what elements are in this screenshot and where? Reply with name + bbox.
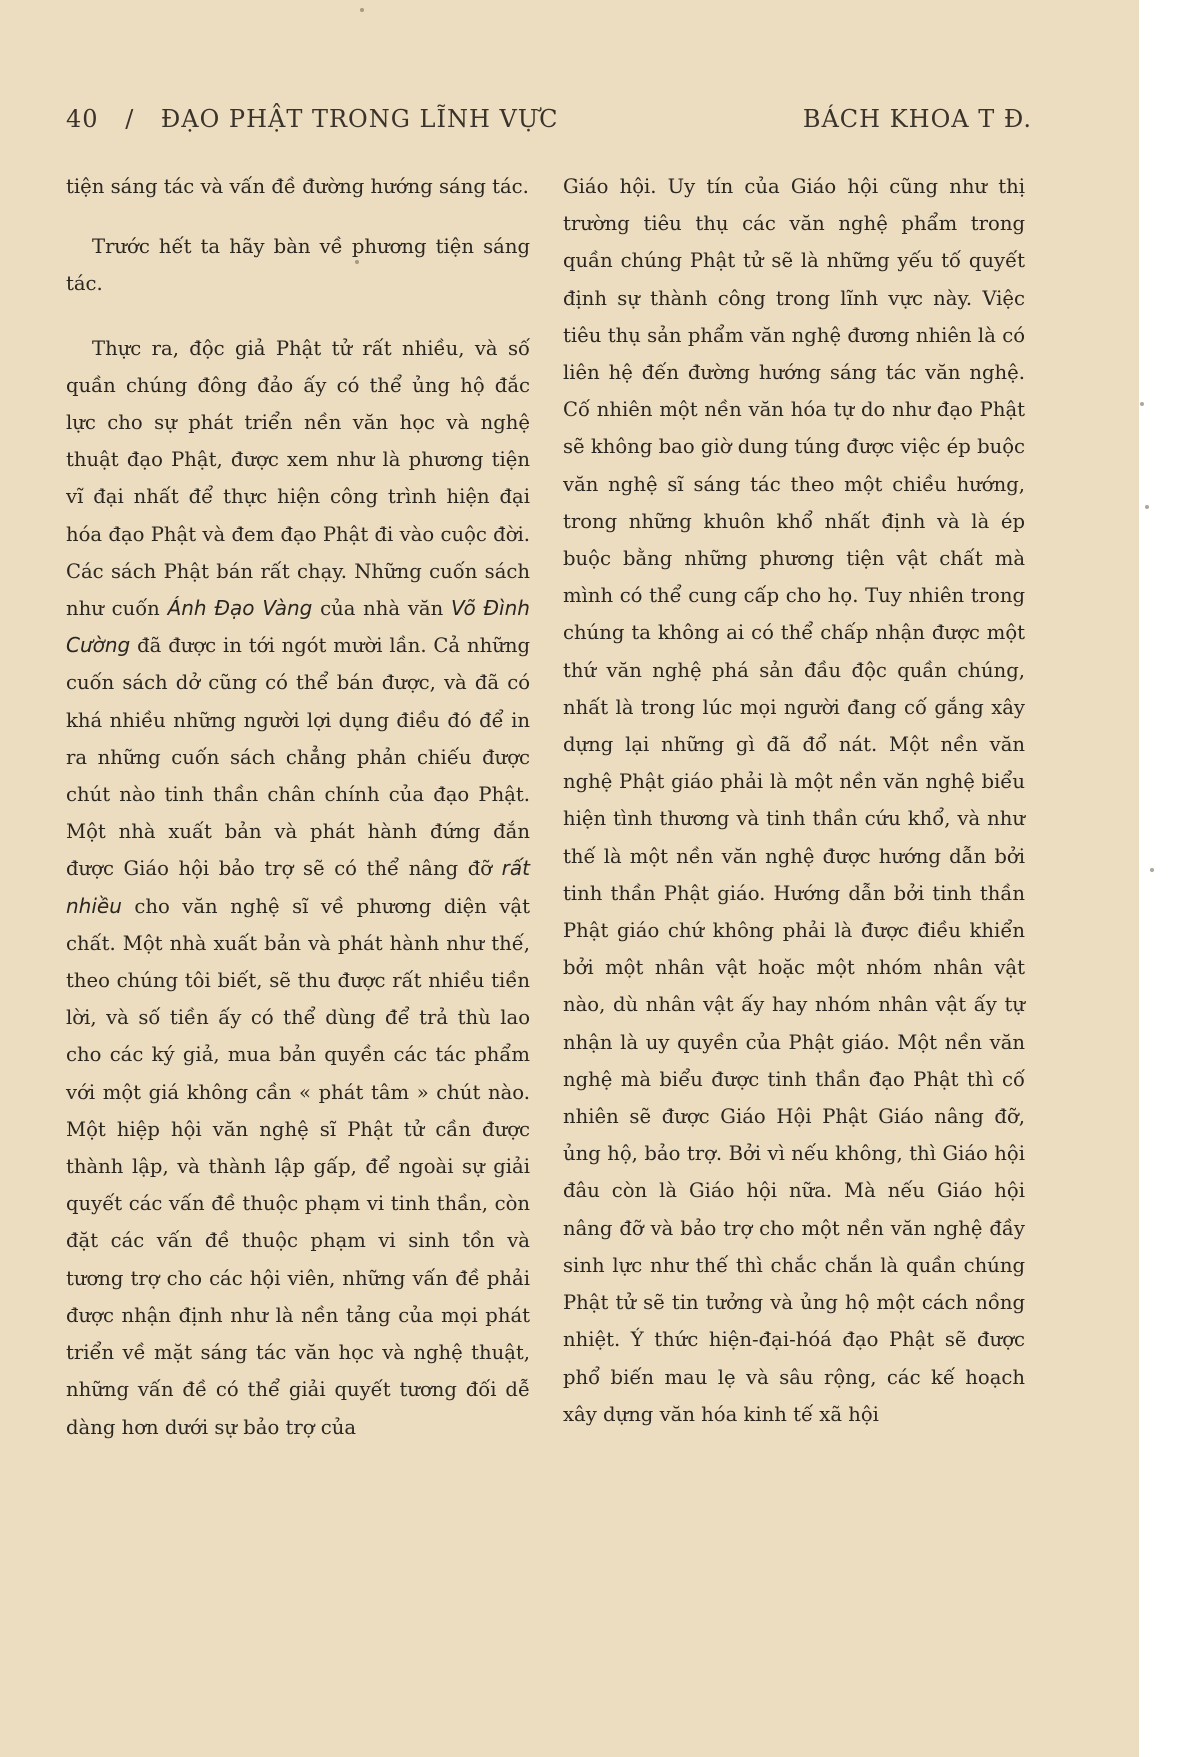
right-column	[563, 168, 1025, 1433]
paragraph-3-part-c: đã được in tới ngót mười lần. Cả những cuốn sách dở cũng có thể bán được, và đã có khá nhiều những người lợi dụng điều đó để in ra những cuốn sách chẳng phản chiếu được chút nào tinh thần chân chính của đạo Phật. Một nhà xuất bản và phát hành đứng đắn được Giáo hội bảo trợ sẽ có thể nâng đỡ	[66, 634, 530, 881]
paragraph-2: Trước hết ta hãy bàn về phương tiện sáng tác.	[66, 235, 530, 296]
paragraph-3	[66, 330, 530, 1446]
paragraph-3-part-a: Thực ra, độc giả Phật tử rất nhiều, và số quần chúng đông đảo ấy có thể ủng hộ đắc lực cho sự phát triển nền văn học và nghệ thuật đạo Phật, được xem như là phương tiện vĩ đại nhất để thực hiện công trình hiện đại hóa đạo Phật và đem đạo Phật đi vào cuộc đời. Các sách Phật bán rất chạy. Những cuốn sách như cuốn	[66, 336, 530, 621]
paper-speck	[1145, 505, 1149, 509]
header-left	[66, 105, 558, 133]
header-chapter-title: ĐẠO PHẬT TRONG LĨNH VỰC	[160, 105, 559, 133]
paper-speck	[360, 8, 364, 12]
author-name: Võ Đình Cường	[66, 596, 530, 658]
paper-speck	[355, 260, 359, 264]
running-header	[66, 105, 1032, 141]
header-journal-title: BÁCH KHOA T Đ.	[802, 105, 1032, 133]
book-title: Ánh Đạo Vàng	[167, 596, 313, 621]
paragraph-3-part-d: cho văn nghệ sĩ về phương diện vật chất. Một nhà xuất bản và phát hành như thế, theo chúng tôi biết, sẽ thu được rất nhiều tiền lời, và số tiền ấy có thể dùng để trả thù lao cho các ký giả, mua bản quyền các tác phẩm với một giá không cần « phát tâm » chút nào. Một hiệp hội văn nghệ sĩ Phật tử cần được thành lập, và thành lập gấp, để ngoài sự giải quyết các vấn đề thuộc phạm vi tinh thần, còn đặt các vấn đề thuộc phạm vi sinh tồn và tương trợ cho các hội viên, những vấn đề phải được nhận định như là nền tảng của mọi phát triển về mặt sáng tác văn học và nghệ thuật, những vấn đề có thể giải quyết tương đối dễ dàng hơn dưới sự bảo trợ của	[66, 894, 530, 1439]
paper-speck	[1140, 402, 1144, 406]
paragraph-continued: Giáo hội. Uy tín của Giáo hội cũng như thị trường tiêu thụ các văn nghệ phẩm trong quần chúng Phật tử sẽ là những yếu tố quyết định sự thành công trong lĩnh vực này. Việc tiêu thụ sản phẩm văn nghệ đương nhiên là có liên hệ đến đường hướng sáng tác văn nghệ. Cố nhiên một nền văn hóa tự do như đạo Phật sẽ không bao giờ dung túng được việc ép buộc văn nghệ sĩ sáng tác theo một chiều hướng, trong những khuôn khổ nhất định và là ép buộc bằng những phương tiện vật chất mà mình có thể cung cấp cho họ. Tuy nhiên trong chúng ta không ai có thể chấp nhận được một thứ văn nghệ phá sản đầu độc quần chúng, nhất là trong lúc mọi người đang cố gắng xây dựng lại những gì đã đổ nát. Một nền văn nghệ Phật giáo phải là một nền văn nghệ biểu hiện tình thương và tinh thần cứu khổ, và như thế là một nền văn nghệ được hướng dẫn bởi tinh thần Phật giáo. Hướng dẫn bởi tinh thần Phật giáo chứ không phải là được điều khiển bởi một nhân vật hoặc một nhóm nhân vật nào, dù nhân vật ấy hay nhóm nhân vật ấy tự nhận là uy quyền của Phật giáo. Một nền văn nghệ mà biểu được tinh thần đạo Phật thì cố nhiên sẽ được Giáo Hội Phật Giáo nâng đỡ, ủng hộ, bảo trợ. Bởi vì nếu không, thì Giáo hội đâu còn là Giáo hội nữa. Mà nếu Giáo hội nâng đỡ và bảo trợ cho một nền văn nghệ đầy sinh lực như thế thì chắc chắn là quần chúng Phật tử sẽ tin tưởng và ủng hộ một cách nồng nhiệt. Ý thức hiện-đại-hóá đạo Phật sẽ được phổ biến mau lẹ và sâu rộng, các kế hoạch xây dựng văn hóa kinh tế xã hội	[563, 175, 1025, 1426]
header-separator: /	[125, 105, 135, 133]
page-number: 40	[66, 105, 99, 133]
page-margin-right	[1139, 0, 1183, 1757]
emphasis-text: rất nhiều	[66, 856, 530, 918]
paper-speck	[1150, 868, 1154, 872]
left-column	[66, 168, 530, 1446]
paragraph-1: tiện sáng tác và vấn đề đường hướng sáng tác.	[66, 175, 529, 198]
paragraph-3-part-b: của nhà văn	[320, 597, 444, 621]
